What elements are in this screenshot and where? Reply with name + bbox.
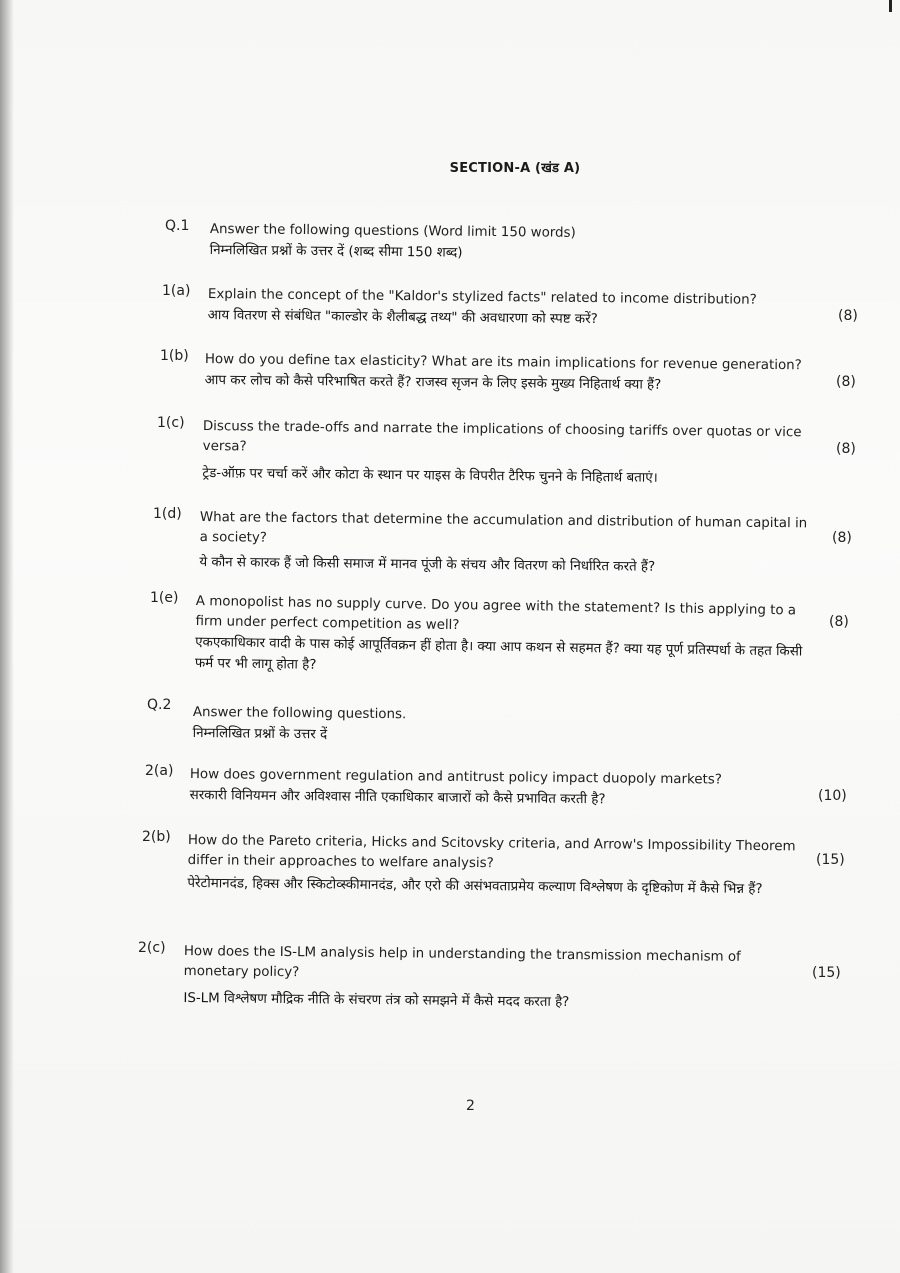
question-text-en: Explain the concept of the "Kaldor's stylized facts" related to income distribution? bbox=[207, 286, 757, 308]
question-number: Q.2 bbox=[147, 697, 172, 713]
question-text-hi: आय वितरण से संबंधित "काल्डोर के शैलीबद्ध तथ्य" की अवधारणा को स्पष्ट करें? bbox=[207, 307, 598, 328]
question-text-hi: पेरेटोमानदंड, हिक्स और स्किटोव्स्कीमानदंड, और एरो की असंभवताप्रमेय कल्याण विश्लेषण के दृष्टिकोण में कैसे भिन्न हैं? bbox=[187, 875, 763, 898]
question-text-en: Answer the following questions (Word limit 150 words) bbox=[209, 221, 576, 241]
question-number: 2(b) bbox=[142, 829, 171, 845]
question-number: 1(b) bbox=[160, 348, 189, 364]
scan-mark bbox=[889, 0, 892, 12]
question-text bbox=[193, 703, 593, 748]
question-text-en: How does government regulation and antitrust policy impact duopoly markets? bbox=[189, 766, 722, 788]
question-marks: (8) bbox=[836, 441, 856, 457]
question-number: 1(e) bbox=[150, 590, 179, 606]
question-text bbox=[195, 592, 804, 684]
question-text-en: How does the IS-LM analysis help in understanding the transmission mechanism of monetary policy? bbox=[183, 943, 741, 981]
question-text bbox=[205, 350, 805, 397]
question-marks: (8) bbox=[829, 614, 849, 630]
question-text-hi: ये कौन से कारक हैं जो किसी समाज में मानव पूंजी के संचय और वितरण को निर्धारित करते हैं? bbox=[199, 554, 656, 575]
question-text-en: A monopolist has no supply curve. Do you agree with the statement? Is this applying to a firm under perfect competition as well? bbox=[195, 593, 797, 634]
question-text bbox=[190, 765, 750, 812]
question-text-hi: ट्रेड-ऑफ़ पर चर्चा करें और कोटा के स्थान पर याइस के विपरीत टैरिफ चुनने के निहितार्थ बताएं। bbox=[202, 465, 658, 486]
question-number: 1(a) bbox=[162, 283, 191, 299]
question-text bbox=[187, 831, 798, 900]
question-text-hi: सरकारी विनियमन और अविश्वास नीति एकाधिकार बाजारों को कैसे प्रभावित करती है? bbox=[189, 787, 606, 808]
section-title: SECTION-A (खंड A) bbox=[449, 161, 581, 176]
question-text-en: Discuss the trade-offs and narrate the implications of choosing tariffs over quotas or vice versa? bbox=[202, 418, 802, 455]
question-text-en: How do you define tax elasticity? What are its main implications for revenue generation? bbox=[204, 351, 802, 374]
question-marks: (8) bbox=[838, 308, 858, 324]
page-number: 2 bbox=[466, 1098, 475, 1114]
question-text bbox=[208, 285, 778, 332]
question-number: Q.1 bbox=[165, 218, 190, 234]
question-text bbox=[202, 417, 809, 490]
question-text bbox=[210, 220, 730, 266]
question-text-en: How do the Pareto criteria, Hicks and Scitovsky criteria, and Arrow's Impossibility Theorem differ in their approaches to welfare analysis? bbox=[187, 832, 796, 872]
question-number: 1(d) bbox=[153, 506, 182, 522]
question-text-hi: IS-LM विश्लेषण मौद्रिक नीति के संचरण तंत्र को समझने में कैसे मदद करता है? bbox=[183, 990, 570, 1011]
question-text-hi: आप कर लोच को कैसे परिभाषित करते हैं? राजस्व सृजन के लिए इसके मुख्य निहितार्थ क्या हैं? bbox=[204, 372, 662, 393]
question-number: 2(c) bbox=[138, 940, 166, 956]
question-marks: (10) bbox=[818, 788, 847, 804]
question-text bbox=[183, 942, 792, 1015]
question-text-hi: एकएकाधिकार वादी के पास कोई आपूर्तिवक्रन हीं होता है। क्या आप कथन से सहमत हैं? क्या यह पूर्ण प्रतिस्पर्धा के तहत किसी फर्म पर भी लागू होता है? bbox=[194, 634, 803, 673]
question-text-hi: निम्नलिखित प्रश्नों के उत्तर दें bbox=[192, 725, 328, 743]
scan-edge-shadow bbox=[0, 0, 14, 1273]
question-text-en: Answer the following questions. bbox=[192, 704, 407, 723]
question-text-en: What are the factors that determine the accumulation and distribution of human capital in a society? bbox=[199, 509, 808, 546]
question-number: 1(c) bbox=[157, 415, 185, 431]
question-marks: (8) bbox=[832, 530, 852, 546]
question-text-hi: निम्नलिखित प्रश्नों के उत्तर दें (शब्द सीमा 150 शब्द) bbox=[209, 242, 463, 261]
question-marks: (15) bbox=[816, 852, 845, 868]
question-marks: (8) bbox=[836, 374, 856, 390]
question-marks: (15) bbox=[812, 965, 841, 981]
question-text bbox=[199, 508, 808, 579]
question-number: 2(a) bbox=[145, 763, 174, 779]
